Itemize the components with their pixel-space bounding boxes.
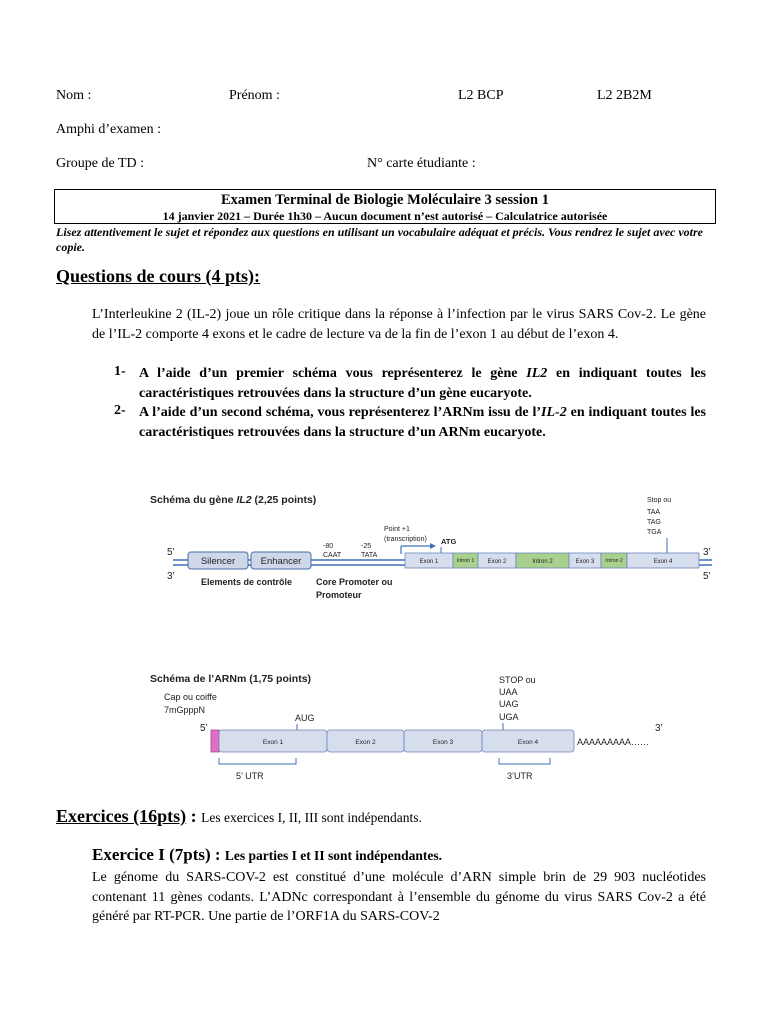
tata-label: TATA — [361, 552, 378, 559]
gene-tga-label: TGA — [647, 529, 662, 536]
polya-tail: AAAAAAAAA…… — [577, 737, 650, 747]
nom-label: Nom : — [56, 88, 92, 103]
elements-controle-label: Elements de contrôle — [201, 577, 293, 587]
arn-stop-label: STOP ou — [499, 675, 536, 685]
minus80-label: -80 — [323, 543, 334, 550]
arn-5prime: 5’ — [200, 723, 208, 734]
gene-3prime-bottom: 3’ — [167, 571, 175, 582]
arn-exon-2-label: Exon 2 — [355, 739, 376, 746]
core-promoter-label: Core Promoter ou — [316, 577, 393, 587]
exam-title: Examen Terminal de Biologie Moléculaire 3 session 1 — [221, 192, 549, 208]
caat-label: CAAT — [323, 552, 342, 559]
gene-exon-1-label: Exon 1 — [419, 559, 439, 565]
gene-5prime-top: 5’ — [167, 547, 175, 558]
amphi-label: Amphi d’examen : — [56, 122, 161, 137]
question-2-text: A l’aide d’un second schéma, vous représenterez l’ARNm issu de l’IL-2 en indiquant toutes les caractéristiques retrouvées dans la structure d’un ARNm eucaryote. — [139, 405, 706, 440]
gene-figure-title: Schéma du gène IL2 (2,25 points) — [150, 494, 317, 506]
question-1-number: 1- — [114, 364, 126, 379]
utr3-label: 3’UTR — [507, 771, 533, 781]
gene-exon-2-label: Exon 2 — [487, 559, 507, 565]
gene-tag-label: TAG — [647, 519, 661, 526]
exercices-heading: Exercices (16pts) : Les exercices I, II, III sont indépendants. — [56, 806, 422, 826]
arn-uaa-label: UAA — [499, 687, 518, 697]
exam-title-box — [54, 189, 716, 224]
arn-exon-3-label: Exon 3 — [432, 739, 454, 746]
prenom-label: Prénom : — [229, 88, 280, 103]
arn-exon-4-label: Exon 4 — [517, 739, 539, 746]
cap-label: Cap ou coiffe — [164, 692, 217, 702]
gene-il2-diagram — [140, 484, 725, 609]
point1-label: Point +1 — [384, 526, 410, 533]
exercice-1-heading: Exercice I (7pts) : Les parties I et II sont indépendantes. — [92, 845, 442, 864]
minus25-label: -25 — [361, 543, 372, 550]
exercice-1-title: Exercice I (7pts) — [92, 845, 211, 864]
exercices-title: Exercices (16pts) — [56, 806, 187, 826]
exercice-1-text: Le génome du SARS-COV-2 est constitué d’une molécule d’ARN simple brin de 29 903 nucléotides contenant 11 gènes codants. L’ADNc correspondant à l’ensemble du génome du virus SARS Cov-2 a été généré par RT-PCR. Une partie de l’ORF1A du SARS-COV-2 — [92, 870, 706, 924]
arn-uag-label: UAG — [499, 699, 519, 709]
arn-figure-title: Schéma de l’ARNm (1,75 points) — [150, 673, 312, 685]
groupe-td-label: Groupe de TD : — [56, 156, 144, 171]
cap-formula-label: 7mGpppN — [164, 705, 206, 715]
silencer-label: Silencer — [200, 556, 236, 567]
exercices-note: Les exercices I, II, III sont indépendants. — [201, 810, 422, 825]
gene-stop-label: Stop ou — [647, 497, 672, 504]
enhancer-label: Enhancer — [260, 556, 302, 567]
exercice-1-note: Les parties I et II sont indépendantes. — [224, 848, 442, 863]
arn-exon-1-label: Exon 1 — [262, 739, 284, 746]
exam-instructions: Lisez attentivement le sujet et répondez aux questions en utilisant un vocabulaire adéquat et précis. Vous rendrez le sujet avec votre copie. — [56, 225, 703, 254]
cours-intro: L’Interleukine 2 (IL-2) joue un rôle critique dans la réponse à l’infection par le virus SARS Cov-2. Le gène de l’IL-2 comporte 4 exons et le cadre de lecture va de la fin de l’exon 1 au début de l’exon 4. — [92, 307, 706, 342]
utr5-label: 5’ UTR — [236, 771, 264, 781]
atg-label: ATG — [441, 537, 457, 546]
section-title-cours: Questions de cours (4 pts): — [56, 266, 261, 286]
gene-3prime-top: 3’ — [703, 547, 711, 558]
gene-intron-3-label: Intron 2 — [605, 558, 623, 564]
carte-etudiante-label: N° carte étudiante : — [367, 156, 476, 171]
aug-label: AUG — [295, 713, 315, 723]
arn-uga-label: UGA — [499, 712, 519, 722]
gene-exon-3-label: Exon 3 — [575, 559, 595, 565]
l2-bcp-label: L2 BCP — [458, 88, 504, 103]
question-2-number: 2- — [114, 403, 126, 418]
gene-exon-4-label: Exon 4 — [653, 559, 673, 565]
l2-2b2m-label: L2 2B2M — [597, 88, 652, 103]
gene-intron-2-long-label: Intron 2 — [532, 559, 553, 565]
promoteur-label: Promoteur — [316, 590, 362, 600]
cap-box — [211, 730, 219, 752]
gene-taa-label: TAA — [647, 509, 661, 516]
gene-5prime-bottom: 5’ — [703, 571, 711, 582]
arnm-diagram — [140, 668, 725, 790]
gene-intron-1-label: Intron 1 — [456, 558, 475, 564]
transcription-label: (transcription) — [384, 536, 427, 543]
utr5-bracket — [219, 758, 296, 764]
utr3-bracket — [499, 758, 550, 764]
question-1-text: A l’aide d’un premier schéma vous représenterez le gène IL2 en indiquant toutes les caractéristiques retrouvées dans la structure d’un gène eucaryote. — [139, 366, 707, 401]
arn-3prime: 3’ — [655, 723, 663, 734]
exam-subtitle: 14 janvier 2021 – Durée 1h30 – Aucun document n’est autorisé – Calculatrice autorisée — [162, 209, 608, 223]
